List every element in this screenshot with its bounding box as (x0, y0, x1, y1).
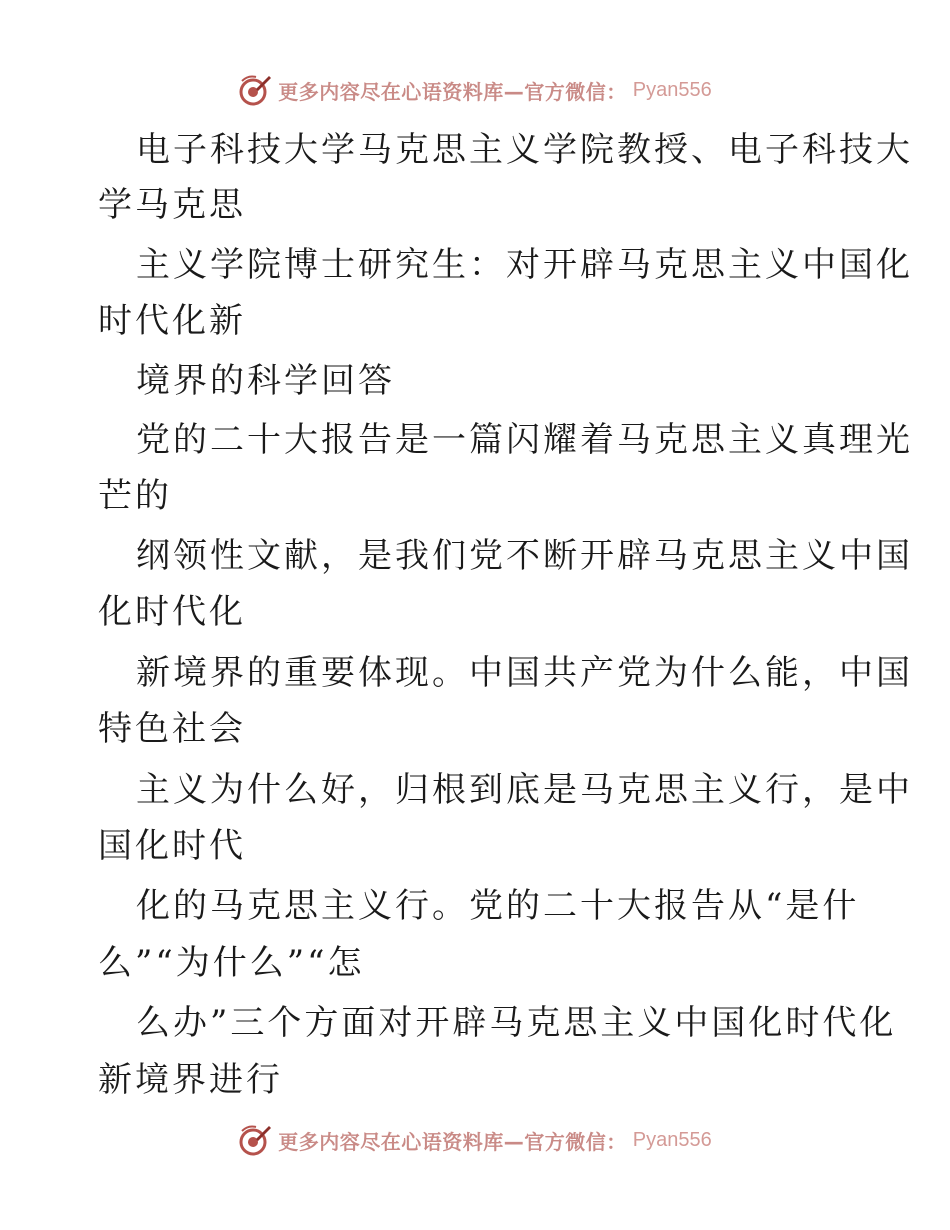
text-line: 纲领性文献，是我们党不断开辟马克思主义中国 (136, 536, 913, 576)
text-line: 境界的科学回答 (136, 361, 395, 401)
watermark-wechat-id: Pyan556 (632, 1128, 712, 1151)
text-line: 新境界的重要体现。中国共产党为什么能，中国 (136, 653, 913, 693)
watermark-text: 更多内容尽在心语资料库—官方微信： (278, 1129, 627, 1154)
brush-logo-icon (238, 1123, 272, 1157)
text-line: 主义学院博士研究生：对开辟马克思主义中国化 (136, 245, 913, 285)
text-line: 学马克思 (98, 185, 246, 225)
text-line: 电子科技大学马克思主义学院教授、电子科技大 (136, 130, 913, 170)
header-watermark (0, 68, 950, 112)
text-line: 特色社会 (98, 709, 246, 749)
text-line: 化时代化 (98, 592, 246, 632)
text-line: 新境界进行 (98, 1060, 283, 1100)
footer-watermark (0, 1118, 950, 1162)
watermark-wechat-id: Pyan556 (632, 78, 712, 101)
text-line: 么办”三个方面对开辟马克思主义中国化时代化 (136, 1003, 897, 1043)
watermark-text: 更多内容尽在心语资料库—官方微信： (278, 79, 627, 104)
text-line: 芒的 (98, 476, 172, 516)
text-line: 化的马克思主义行。党的二十大报告从“是什 (136, 886, 860, 926)
text-line: 主义为什么好，归根到底是马克思主义行，是中 (136, 770, 913, 810)
text-line: 么”“为什么”“怎 (98, 943, 365, 983)
text-line: 时代化新 (98, 301, 246, 341)
text-line: 国化时代 (98, 826, 246, 866)
text-line: 党的二十大报告是一篇闪耀着马克思主义真理光 (136, 420, 913, 460)
brush-logo-icon (238, 73, 272, 107)
